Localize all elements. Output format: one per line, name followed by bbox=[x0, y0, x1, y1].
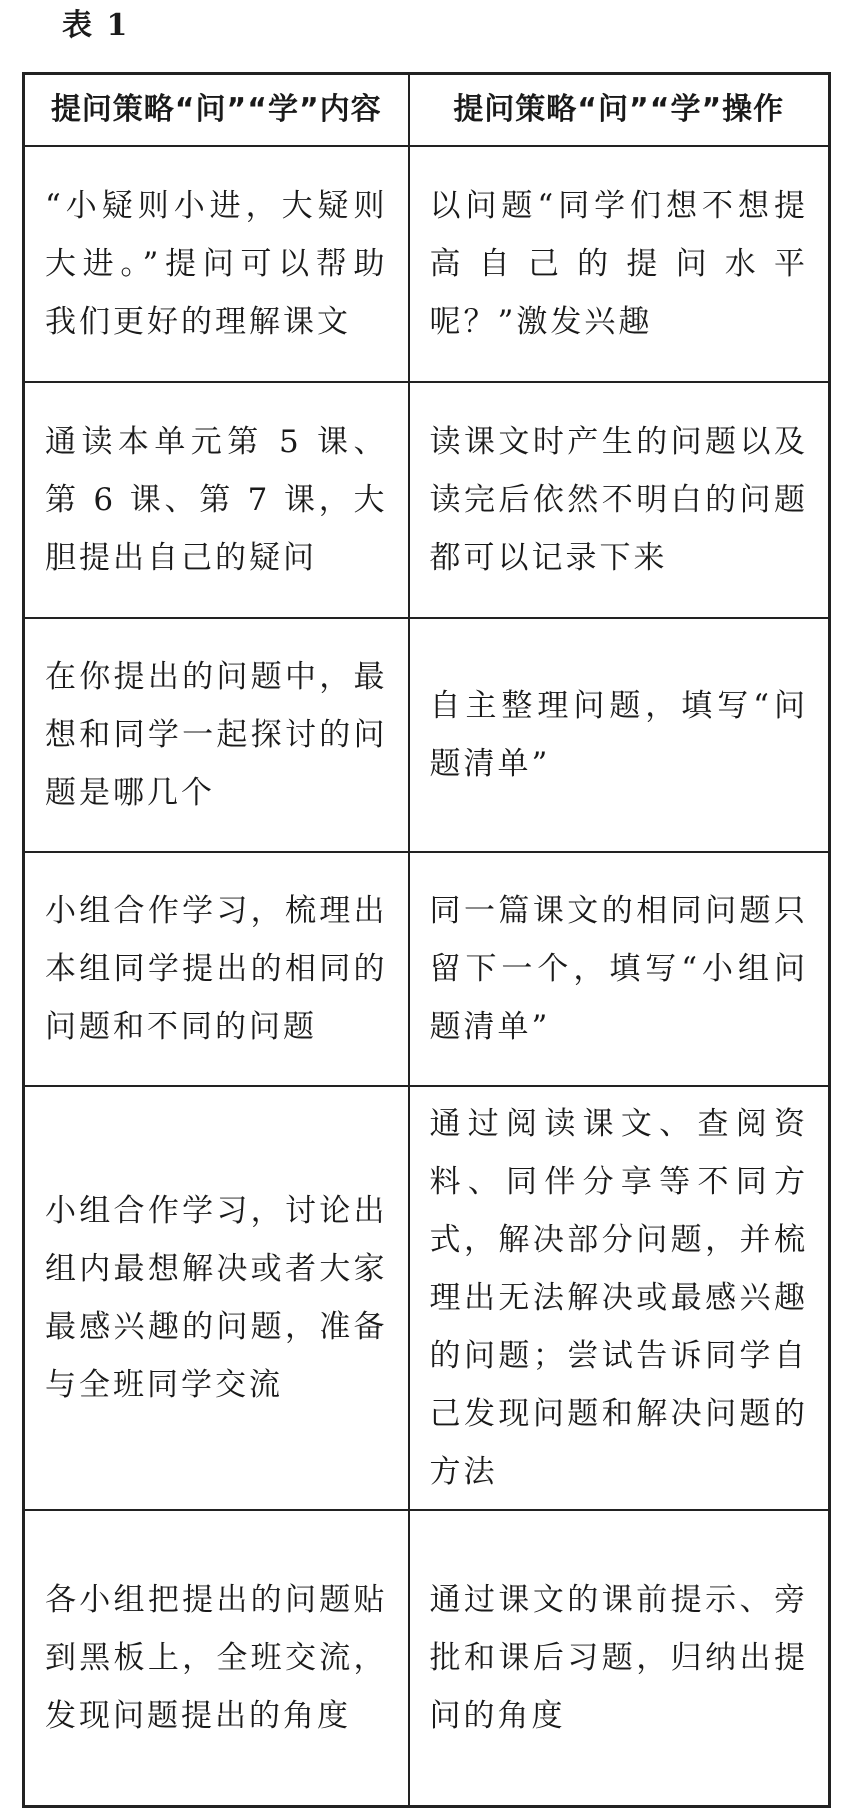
operation-cell: 以问题“同学们想不想提高自己的提问水平呢？”激发兴趣 bbox=[409, 146, 830, 382]
content-cell: 通读本单元第 5 课、第 6 课、第 7 课，大胆提出自己的疑问 bbox=[24, 382, 409, 618]
content-cell: 小组合作学习，梳理出本组同学提出的相同的问题和不同的问题 bbox=[24, 852, 409, 1086]
table-row bbox=[24, 1510, 830, 1807]
header-content: 提问策略“问”“学”内容 bbox=[24, 74, 409, 147]
content-cell: 小组合作学习，讨论出组内最想解决或者大家最感兴趣的问题，准备与全班同学交流 bbox=[24, 1086, 409, 1510]
content-cell: “小疑则小进，大疑则大进。”提问可以帮助我们更好的理解课文 bbox=[24, 146, 409, 382]
operation-cell: 自主整理问题，填写“问题清单” bbox=[409, 618, 830, 852]
content-cell: 各小组把提出的问题贴到黑板上，全班交流，发现问题提出的角度 bbox=[24, 1510, 409, 1807]
header-operation: 提问策略“问”“学”操作 bbox=[409, 74, 830, 147]
table-row bbox=[24, 382, 830, 618]
table-header-row bbox=[24, 74, 830, 147]
operation-cell: 通过课文的课前提示、旁批和课后习题，归纳出提问的角度 bbox=[409, 1510, 830, 1807]
operation-cell: 读课文时产生的问题以及读完后依然不明白的问题都可以记录下来 bbox=[409, 382, 830, 618]
operation-cell: 通过阅读课文、查阅资料、同伴分享等不同方式，解决部分问题，并梳理出无法解决或最感兴趣的问题；尝试告诉同学自己发现问题和解决问题的方法 bbox=[409, 1086, 830, 1510]
table-row bbox=[24, 146, 830, 382]
table-row bbox=[24, 1086, 830, 1510]
table-row bbox=[24, 852, 830, 1086]
content-cell: 在你提出的问题中，最想和同学一起探讨的问题是哪几个 bbox=[24, 618, 409, 852]
strategy-table bbox=[22, 72, 831, 1808]
table-caption: 表 1 bbox=[62, 8, 130, 43]
operation-cell: 同一篇课文的相同问题只留下一个，填写“小组问题清单” bbox=[409, 852, 830, 1086]
table-row bbox=[24, 618, 830, 852]
